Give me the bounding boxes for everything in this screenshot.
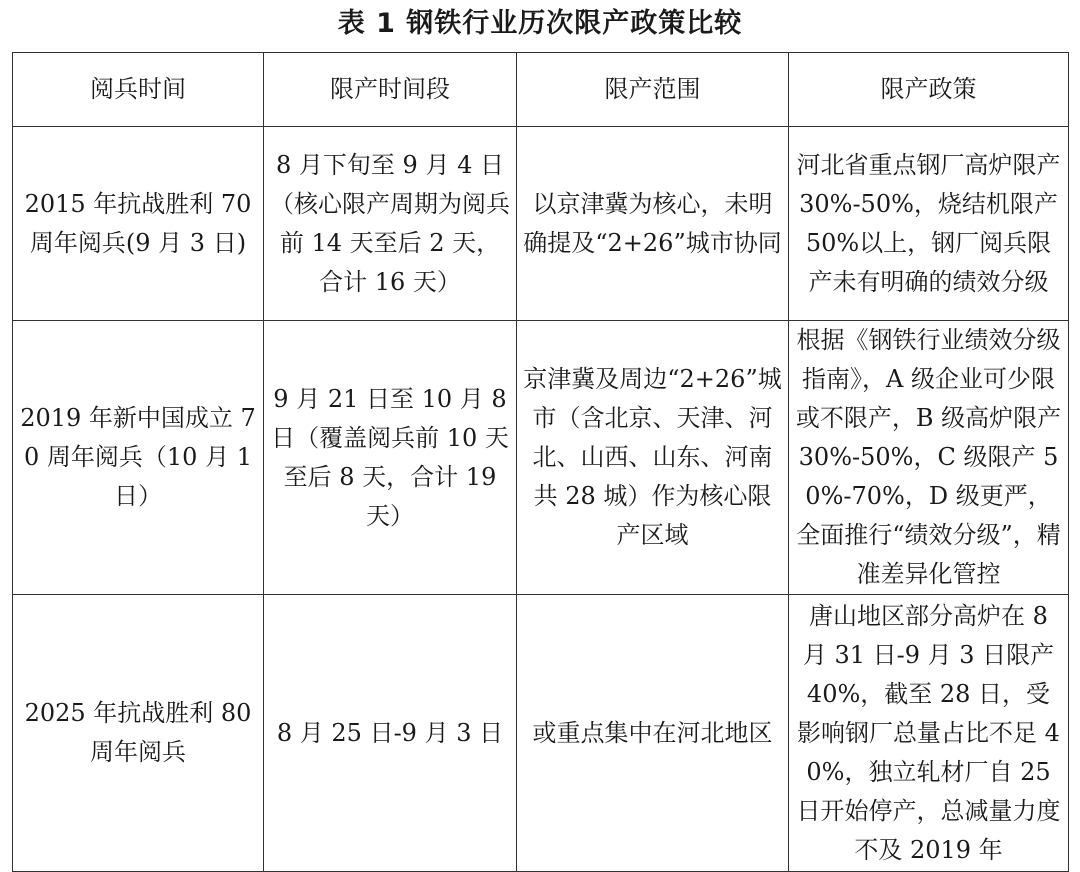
header-parade-time: 阅兵时间 — [13, 53, 264, 127]
table-title: 表 1 钢铁行业历次限产政策比较 — [337, 8, 743, 39]
cell-restriction-scope: 或重点集中在河北地区 — [517, 595, 789, 872]
header-restriction-scope: 限产范围 — [517, 53, 789, 127]
cell-restriction-period: 8 月下旬至 9 月 4 日（核心限产周期为阅兵前 14 天至后 2 天，合计 16 天） — [264, 127, 517, 321]
cell-parade-time: 2015 年抗战胜利 70 周年阅兵(9 月 3 日) — [13, 127, 264, 321]
table-row — [13, 595, 1069, 872]
cell-restriction-scope: 以京津冀为核心，未明确提及“2+26”城市协同 — [517, 127, 789, 321]
cell-restriction-policy: 河北省重点钢厂高炉限产 30%-50%，烧结机限产 50%以上，钢厂阅兵限产未有明确的绩效分级 — [789, 127, 1069, 321]
cell-parade-time: 2025 年抗战胜利 80 周年阅兵 — [13, 595, 264, 872]
header-restriction-period: 限产时间段 — [264, 53, 517, 127]
policy-comparison-table — [12, 52, 1069, 872]
cell-restriction-scope: 京津冀及周边“2+26”城市（含北京、天津、河北、山西、山东、河南共 28 城）作为核心限产区域 — [517, 321, 789, 595]
cell-parade-time: 2019 年新中国成立 70 周年阅兵（10 月 1 日） — [13, 321, 264, 595]
cell-restriction-policy: 唐山地区部分高炉在 8 月 31 日-9 月 3 日限产 40%，截至 28 日，受影响钢厂总量占比不足 40%，独立轧材厂自 25 日开始停产，总减量力度不及 2019 年 — [789, 595, 1069, 872]
cell-restriction-period: 8 月 25 日-9 月 3 日 — [264, 595, 517, 872]
table-row — [13, 127, 1069, 321]
cell-restriction-period: 9 月 21 日至 10 月 8 日（覆盖阅兵前 10 天至后 8 天，合计 19 天） — [264, 321, 517, 595]
header-restriction-policy: 限产政策 — [789, 53, 1069, 127]
table-header-row — [13, 53, 1069, 127]
table-row — [13, 321, 1069, 595]
cell-restriction-policy: 根据《钢铁行业绩效分级指南》，A 级企业可少限或不限产，B 级高炉限产 30%-50%，C 级限产 50%-70%，D 级更严，全面推行“绩效分级”，精准差异化管控 — [789, 321, 1069, 595]
